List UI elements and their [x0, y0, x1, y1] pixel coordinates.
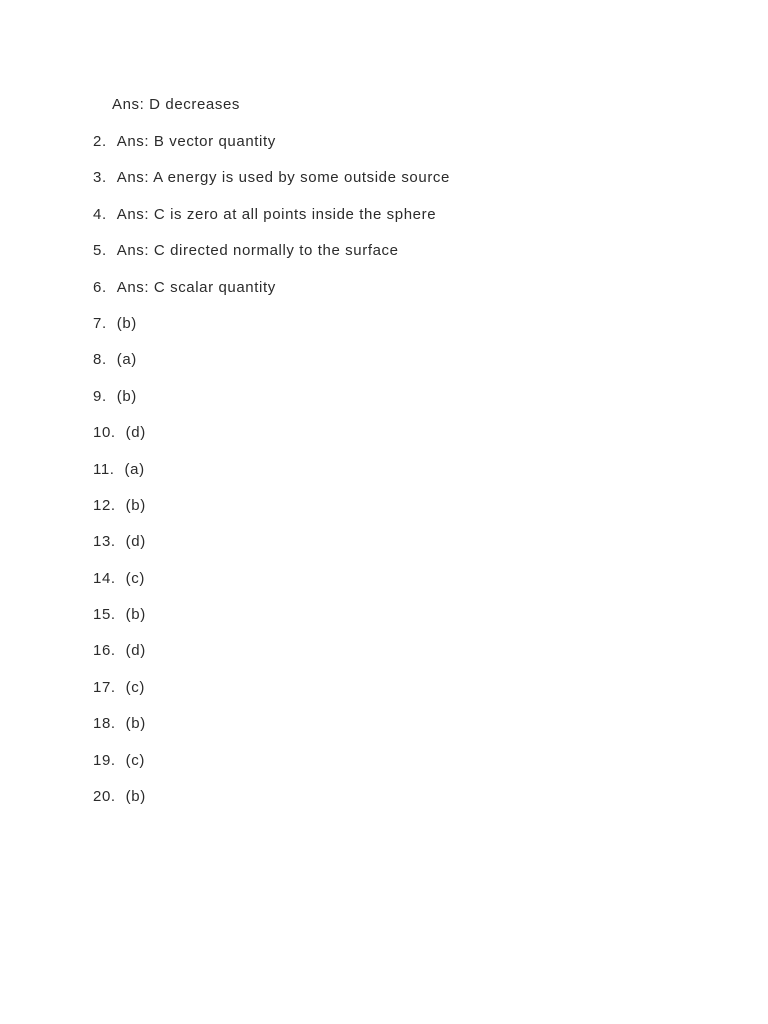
answer-list [93, 132, 450, 823]
answer-text: (d) [125, 424, 146, 442]
answer-number: 9. [93, 387, 107, 405]
answer-text: (c) [125, 678, 145, 696]
answer-text: (c) [125, 751, 145, 769]
answer-number: 8. [93, 351, 107, 369]
answer-number: 16. [93, 642, 116, 660]
list-item [93, 278, 450, 314]
answer-text: (b) [125, 606, 146, 624]
answer-text: Ans: C scalar quantity [116, 278, 276, 296]
answer-number: 10. [93, 424, 116, 442]
list-item [93, 241, 450, 277]
answer-number: 5. [93, 242, 107, 260]
list-item [93, 678, 450, 714]
list-item [93, 350, 450, 386]
list-item [93, 132, 450, 168]
answer-text: (c) [125, 569, 145, 587]
answer-text: (d) [125, 533, 146, 551]
list-item [93, 387, 450, 423]
list-item [93, 423, 450, 459]
answer-number: 20. [93, 788, 116, 806]
list-item [93, 569, 450, 605]
list-item [93, 714, 450, 750]
answer-text: (b) [125, 788, 146, 806]
answer-number: 17. [93, 678, 116, 696]
answer-text: Ans: A energy is used by some outside source [116, 169, 450, 187]
list-item [93, 314, 450, 350]
list-item [93, 605, 450, 641]
list-item [93, 532, 450, 568]
answer-number: 12. [93, 496, 116, 514]
answer-text: (b) [125, 715, 146, 733]
answer-number: 4. [93, 205, 107, 223]
answer-text: (b) [125, 496, 146, 514]
answer-number: 19. [93, 751, 116, 769]
list-item [93, 496, 450, 532]
answer-text: (d) [125, 642, 146, 660]
answer-number: 18. [93, 715, 116, 733]
answer-number: 13. [93, 533, 116, 551]
answer-text: (b) [116, 387, 137, 405]
list-item [93, 168, 450, 204]
answer-number: 6. [93, 278, 107, 296]
answer-number: 11. [93, 460, 115, 478]
answer-text: Ans: C directed normally to the surface [116, 242, 399, 260]
answer-text: (a) [124, 460, 145, 478]
list-item [93, 205, 450, 241]
list-item [93, 787, 450, 823]
answer-number: 3. [93, 169, 107, 187]
list-item [93, 460, 450, 496]
answer-number: 2. [93, 133, 107, 150]
answer-1-text: Ans: D decreases [112, 96, 240, 113]
answer-number: 7. [93, 314, 107, 332]
list-item [93, 641, 450, 677]
answer-text: Ans: B vector quantity [116, 133, 276, 150]
answer-text: (b) [116, 314, 137, 332]
answer-text: (a) [116, 351, 137, 369]
answer-number: 14. [93, 569, 116, 587]
answer-text: Ans: C is zero at all points inside the sphere [116, 205, 437, 223]
answer-number: 15. [93, 606, 116, 624]
list-item [93, 751, 450, 787]
